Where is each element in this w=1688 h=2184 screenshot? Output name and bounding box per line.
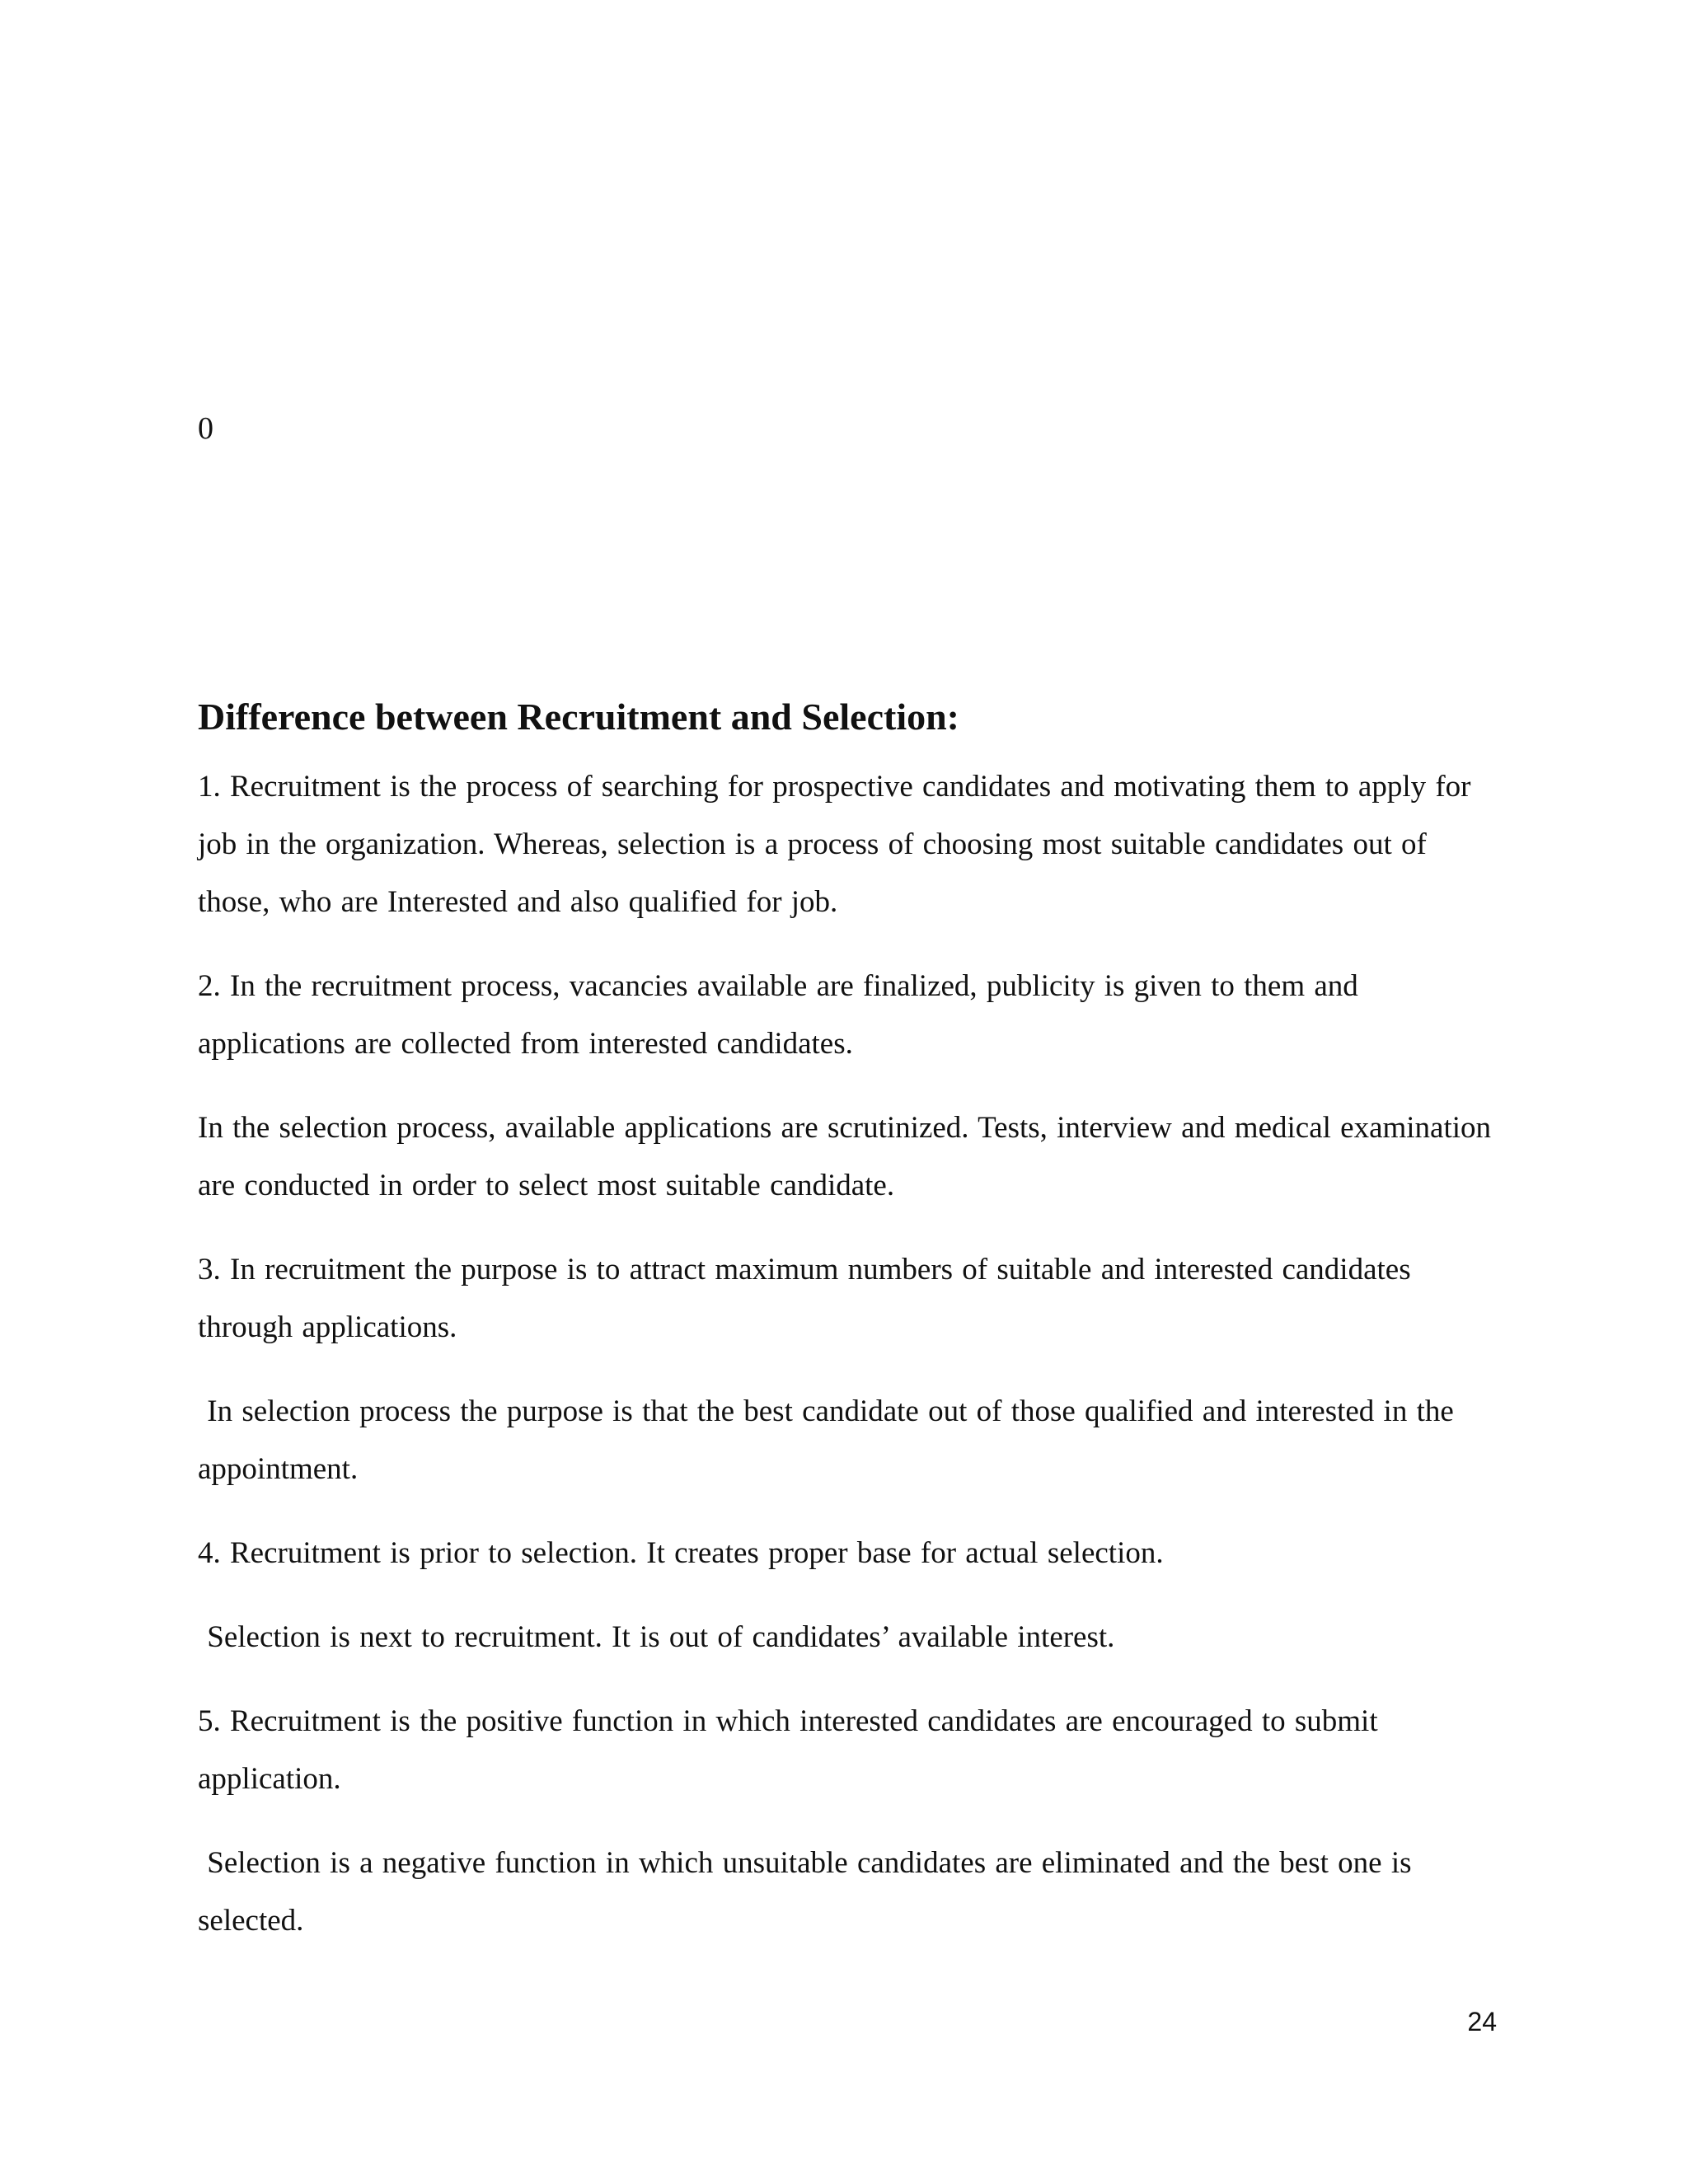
paragraph-5: In selection process the purpose is that the best candidate out of those qualified and interested in the appointment. xyxy=(198,1394,1464,1486)
paragraph-6: 4. Recruitment is prior to selection. It creates proper base for actual selection. xyxy=(198,1536,1164,1570)
main-content xyxy=(198,692,1496,1976)
paragraph-4: 3. In recruitment the purpose is to attract maximum numbers of suitable and interested candidates through applications. xyxy=(198,1253,1411,1344)
paragraph-8: 5. Recruitment is the positive function in which interested candidates are encouraged to submit application. xyxy=(198,1704,1378,1796)
paragraph-2: 2. In the recruitment process, vacancies available are finalized, publicity is given to them and applications are collected from interested candidates. xyxy=(198,969,1358,1061)
stray-digit: 0 xyxy=(198,411,213,446)
paragraph-1: 1. Recruitment is the process of searching for prospective candidates and motivating them to apply for job in the organization. Whereas, selection is a process of choosing most suitable candidates out of those, who are Interested and also qualified for job. xyxy=(198,770,1471,919)
section-heading: Difference between Recruitment and Selection: xyxy=(198,696,959,738)
paragraph-3: In the selection process, available applications are scrutinized. Tests, interview and medical examination are conducted in order to select most suitable candidate. xyxy=(198,1111,1492,1202)
paragraph-7: Selection is next to recruitment. It is out of candidates’ available interest. xyxy=(198,1620,1115,1654)
page-number: 24 xyxy=(1467,2007,1497,2036)
paragraph-9: Selection is a negative function in which unsuitable candidates are eliminated and the best one is selected. xyxy=(198,1846,1421,1938)
